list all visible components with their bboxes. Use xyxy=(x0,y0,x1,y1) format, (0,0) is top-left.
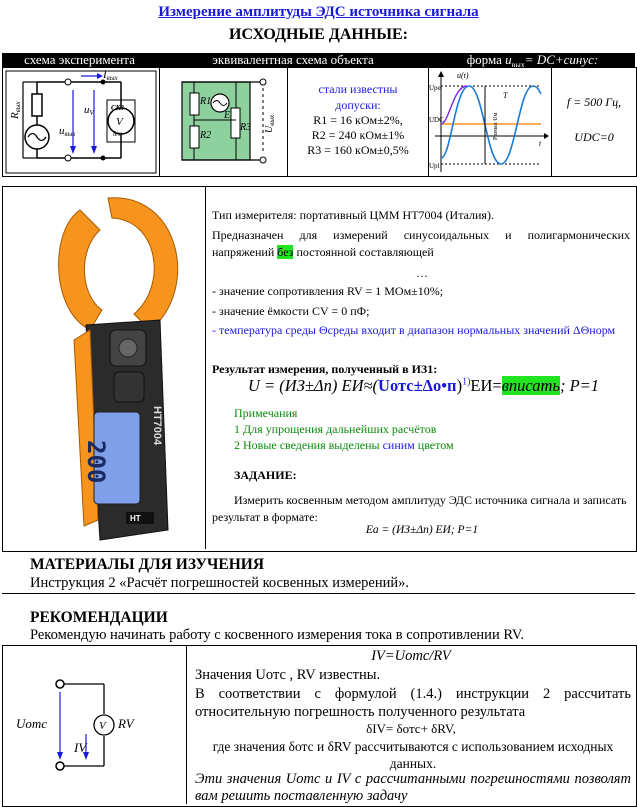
header-waveform: форма $u_{вых}=$ DC+синус: xyxy=(466,52,599,70)
ivyh-label: Iвых xyxy=(103,69,118,82)
rvyh-label: Rвых xyxy=(9,101,22,119)
wave-uf-label: u(t) xyxy=(457,71,469,80)
column-divider xyxy=(205,187,206,549)
bottom-divider xyxy=(186,646,187,804)
r3-label: R3 xyxy=(240,122,252,133)
tolerance-intro-1: стали известны xyxy=(318,82,398,96)
tolerance-r3: R3 = 160 кОм±0,5% xyxy=(307,143,409,157)
current-circuit xyxy=(14,670,174,780)
waveform-cell xyxy=(428,67,552,177)
ellipsis: … xyxy=(416,266,428,280)
e-label: E xyxy=(224,110,231,121)
notes-title: Примечания xyxy=(234,406,298,420)
wave-razmah-label: Размах Uм xyxy=(493,112,499,140)
header-equivalent: эквивалентная схема объекта xyxy=(212,52,374,67)
uv-label: uV xyxy=(84,104,94,117)
divider xyxy=(2,593,635,594)
wave-period-label: T xyxy=(503,91,508,100)
rv-label: RV xyxy=(118,716,134,731)
task-text: Измерить косвенным методом амплитуду ЭДС источника сигнала и записать результат в формате: xyxy=(212,493,627,524)
materials-text: Инструкция 2 «Расчёт погрешностей косвенных измерений». xyxy=(30,575,410,591)
wave-upe-label: Upe xyxy=(429,84,441,92)
bottom-line-4: где значения δотс и δRV рассчитываются с использованием исходных данных. xyxy=(212,739,614,771)
recommend-title: РЕКОМЕНДАЦИИ xyxy=(30,609,168,626)
r1-label: R1 xyxy=(200,96,212,107)
meter-display: 200 xyxy=(82,440,110,484)
dp-label: δ/п xyxy=(113,130,122,138)
uout-label: $U_{вых}$ xyxy=(264,114,276,133)
svg-text:V: V xyxy=(116,116,123,128)
wave-udc-label: UDC xyxy=(429,116,444,124)
temperature-line: - температура среды Θсреды входит в диапазон нормальных значений ΔΘнорм xyxy=(212,323,616,337)
equivalent-circuit-diagram xyxy=(160,68,287,176)
meter-purpose: Предназначен для измерений синусоидальных и полигармонических напряжений без постоянной составляющей xyxy=(212,228,630,259)
page-title: Измерение амплитуды ЭДС источника сигнала xyxy=(158,4,479,20)
result-title: Результат измерения, полученный в ИЗ1: xyxy=(212,362,438,376)
bottom-line-5: Эти значения Uотс и IV с рассчитанными погрешностями позволят вам решить поставленную задачу xyxy=(195,771,631,804)
ck3-label: СКЗ xyxy=(111,104,124,112)
meter-model-label: HT7004 xyxy=(151,406,163,446)
tolerances-cell xyxy=(287,67,429,177)
uvyh-label: uвых xyxy=(59,125,76,138)
page-subtitle: ИСХОДНЫЕ ДАННЫЕ: xyxy=(229,26,408,43)
wave-t-label: t xyxy=(539,139,542,148)
tolerance-r1: R1 = 16 кОм±2%, xyxy=(313,113,403,127)
bottom-line-1: Значения Uотс , RV известны. xyxy=(195,667,381,683)
materials-title: МАТЕРИАЛЫ ДЛЯ ИЗУЧЕНИЯ xyxy=(30,556,265,573)
params-cell xyxy=(551,67,637,177)
resistance-line: - значение сопротивления RV = 1 МОм±10%; xyxy=(212,284,444,298)
task-title: ЗАДАНИЕ: xyxy=(234,468,297,482)
meter-type-line: Тип измерителя: портативный ЦММ HT7004 (Италия). xyxy=(212,208,494,222)
note-2: 2 Новые сведения выделены синим цветом xyxy=(234,438,454,452)
scheme-cell xyxy=(2,67,160,177)
svg-text:V: V xyxy=(99,720,106,732)
iv-label: IV xyxy=(74,740,87,755)
capacity-line: - значение ёмкости CV = 0 пФ; xyxy=(212,304,370,318)
equivalent-cell xyxy=(159,67,288,177)
result-formula: U = (ИЗ±Δп) ЕИ≈(Uотс±Δо•п)$^{1)}$ЕИ=вписать; P=1 xyxy=(248,376,600,395)
waveform-plot xyxy=(429,68,551,176)
header-scheme: схема эксперимента xyxy=(24,52,135,67)
recommend-text: Рекомендую начинать работу с косвенного измерения тока в сопротивлении RV. xyxy=(30,627,525,643)
current-formula: IV=Uотс/RV xyxy=(371,648,451,664)
r2-label: R2 xyxy=(200,130,212,141)
uotc-label: Uотс xyxy=(16,716,48,731)
meter-image xyxy=(30,190,202,546)
task-formula: Ea = (ИЗ±Δп) ЕИ; P=1 xyxy=(365,524,479,536)
current-circuit-diagram xyxy=(14,670,174,780)
param-udc: UDC=0 xyxy=(574,130,614,144)
experiment-scheme-diagram xyxy=(3,68,159,176)
tolerance-r2: R2 = 240 кОм±1% xyxy=(311,128,405,142)
meter-brand: HT xyxy=(130,514,141,523)
note-1: 1 Для упрощения дальнейших расчётов xyxy=(234,422,437,436)
clamp-meter-illustration xyxy=(30,190,202,546)
bottom-line-2: В соответствии с формулой (1.4.) инструкции 2 рассчитать относительную погрешность полученного результата xyxy=(195,686,631,720)
wave-upl-label: Upl xyxy=(429,162,440,170)
tolerance-intro-2: допуски: xyxy=(335,98,381,112)
param-frequency: f = 500 Гц, xyxy=(566,95,622,109)
bottom-line-3: δIV= δотс+ δRV, xyxy=(366,721,456,736)
